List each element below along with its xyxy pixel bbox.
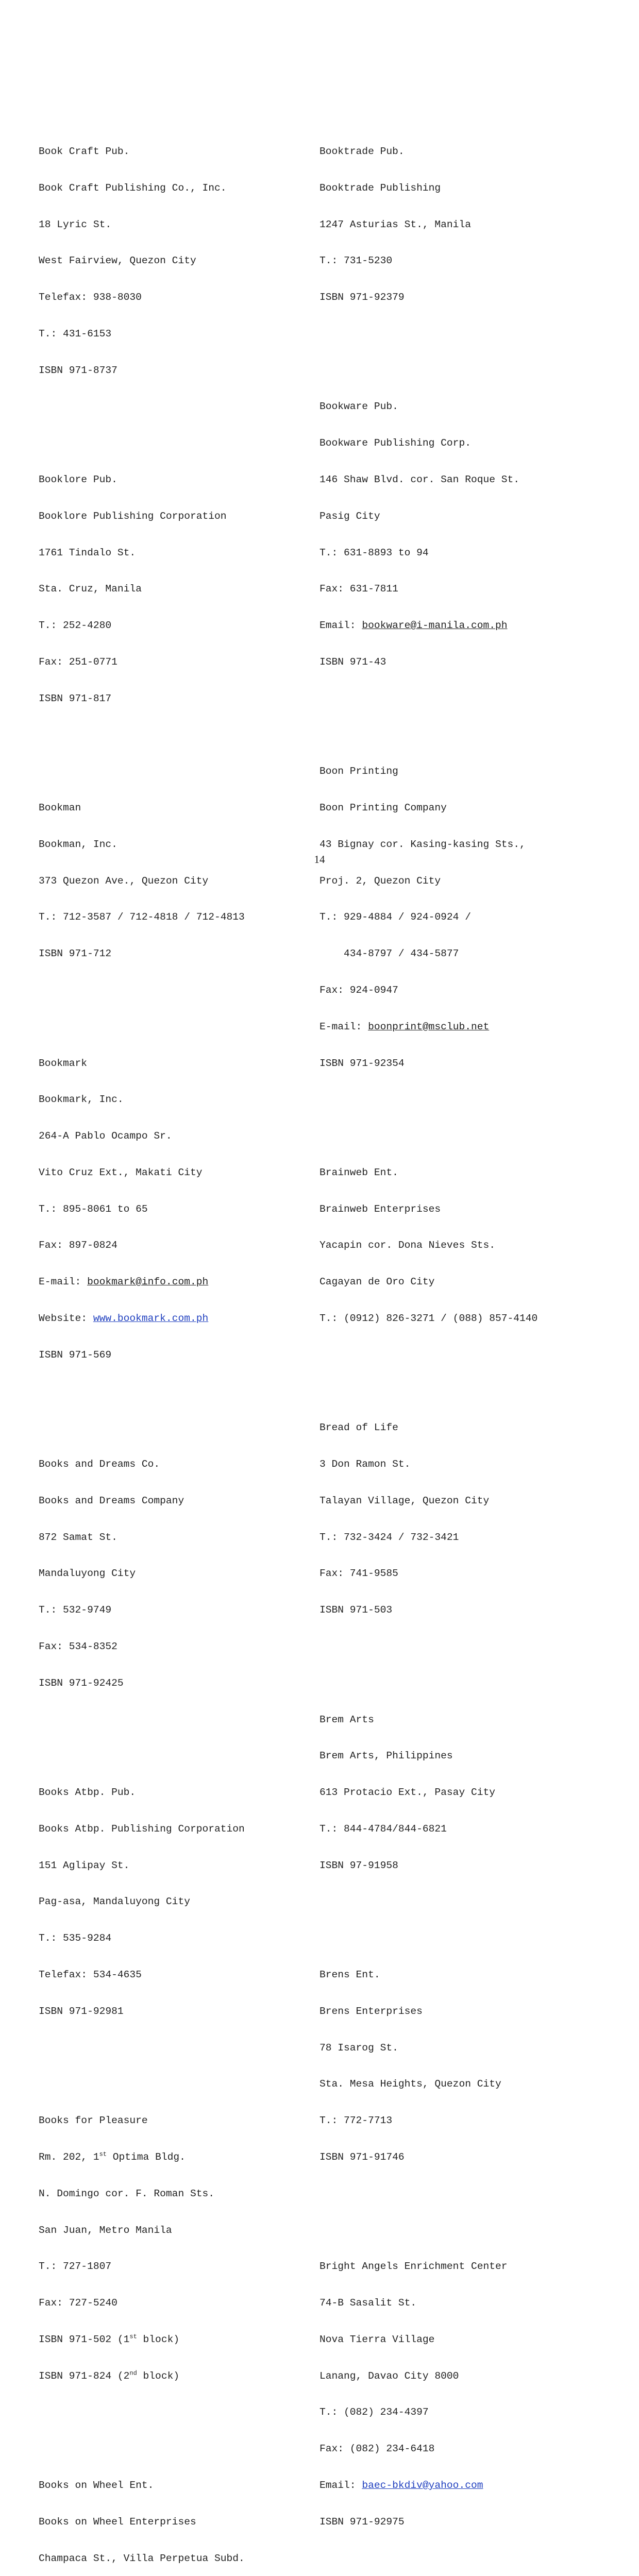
- entry-line: Boon Printing: [320, 766, 398, 777]
- publisher-entry: [320, 1398, 608, 1641]
- website-label: Website:: [39, 1312, 93, 1324]
- ordinal-suffix: nd: [129, 2369, 137, 2377]
- entry-line: 146 Shaw Blvd. cor. San Roque St.: [320, 474, 520, 485]
- building-text: Rm. 202, 1: [39, 2151, 99, 2163]
- entry-line: Brens Ent.: [320, 1969, 380, 1981]
- entry-line: Brem Arts, Philippines: [320, 1750, 453, 1762]
- email-line: [320, 620, 608, 632]
- entry-line: Lanang, Davao City 8000: [320, 2370, 459, 2382]
- entry-line: Books on Wheel Ent.: [39, 2479, 154, 2491]
- entry-line: Champaca St., Villa Perpetua Subd.: [39, 2552, 245, 2564]
- entry-line: 613 Protacio Ext., Pasay City: [320, 1787, 495, 1799]
- entry-line: Vito Cruz Ext., Makati City: [39, 1166, 203, 1178]
- publisher-entry: [39, 2091, 307, 2406]
- entry-line: Bookware Publishing Corp.: [320, 437, 471, 449]
- email-link[interactable]: baec-bkdiv@yahoo.com: [362, 2479, 483, 2491]
- entry-line: Books on Wheel Enterprises: [39, 2516, 196, 2528]
- entry-line: Brainweb Enterprises: [320, 1203, 441, 1215]
- entry-line: ISBN 971-817: [39, 692, 112, 704]
- publisher-entry: [320, 1689, 608, 1896]
- entry-line: Fax: 727-5240: [39, 2297, 117, 2309]
- entry-line: Nova Tierra Village: [320, 2333, 435, 2345]
- email-label: Email:: [320, 2479, 362, 2491]
- publisher-entry: [320, 2236, 608, 2552]
- entry-line: Book Craft Pub.: [39, 145, 130, 157]
- entry-line: Booklore Pub.: [39, 474, 117, 485]
- building-line: [39, 2151, 307, 2164]
- entry-line: Sta. Mesa Heights, Quezon City: [320, 2078, 501, 2090]
- entry-line: T.: 732-3424 / 732-3421: [320, 1531, 459, 1543]
- entry-line: 151 Aglipay St.: [39, 1859, 130, 1871]
- entry-line: Books for Pleasure: [39, 2115, 148, 2127]
- publisher-entry: [39, 778, 307, 985]
- entry-line: T.: (082) 234-4397: [320, 2406, 429, 2418]
- entry-line: T.: 772-7713: [320, 2115, 393, 2127]
- entry-line: Brainweb Ent.: [320, 1166, 398, 1178]
- entry-line: Bread of Life: [320, 1422, 398, 1434]
- entry-line: 3 Don Ramon St.: [320, 1459, 411, 1470]
- entry-line: Booktrade Publishing: [320, 182, 441, 194]
- isbn-text: block): [137, 2333, 180, 2345]
- entry-line: 1761 Tindalo St.: [39, 547, 136, 558]
- email-line: [320, 1021, 608, 1033]
- publisher-entry: [320, 1143, 608, 1349]
- entry-line: Bright Angels Enrichment Center: [320, 2261, 508, 2273]
- entry-line: ISBN 971-92425: [39, 1677, 124, 1689]
- entry-line: Fax: 631-7811: [320, 583, 398, 595]
- email-link[interactable]: bookware@i-manila.com.ph: [362, 620, 508, 632]
- entry-line: Books and Dreams Company: [39, 1495, 184, 1506]
- ordinal-suffix: st: [99, 2150, 107, 2158]
- entry-line: 373 Quezon Ave., Quezon City: [39, 875, 209, 887]
- entry-line: T.: 727-1807: [39, 2261, 112, 2273]
- entry-line: ISBN 971-712: [39, 948, 112, 960]
- entry-line: T.: 731-5230: [320, 255, 393, 267]
- entry-line: 872 Samat St.: [39, 1531, 117, 1543]
- entry-line: ISBN 971-569: [39, 1349, 112, 1361]
- entry-line: Fax: 741-9585: [320, 1568, 398, 1580]
- entry-line: Mandaluyong City: [39, 1568, 136, 1580]
- entry-line: San Juan, Metro Manila: [39, 2224, 172, 2236]
- right-column: [320, 85, 608, 2576]
- entry-line: Bookmark, Inc.: [39, 1094, 124, 1106]
- entry-line: Fax: 924-0947: [320, 984, 398, 996]
- entry-line: ISBN 971-92975: [320, 2516, 405, 2528]
- entry-line: T.: 895-8061 to 65: [39, 1203, 148, 1215]
- email-link[interactable]: bookmark@info.com.ph: [87, 1276, 209, 1288]
- publisher-entry: [39, 1033, 307, 1385]
- entry-line: Books Atbp. Pub.: [39, 1787, 136, 1799]
- isbn-text: block): [137, 2370, 180, 2382]
- entry-line: Fax: 534-8352: [39, 1641, 117, 1652]
- entry-line: Fax: 251-0771: [39, 656, 117, 668]
- entry-line: Talayan Village, Quezon City: [320, 1495, 490, 1506]
- email-label: E-mail:: [320, 1021, 368, 1032]
- entry-line: Bookman, Inc.: [39, 838, 117, 850]
- publisher-entry: [39, 2455, 307, 2576]
- left-column: [39, 85, 307, 2576]
- entry-line: Yacapin cor. Dona Nieves Sts.: [320, 1240, 495, 1251]
- entry-line: Brens Enterprises: [320, 2005, 423, 2017]
- entry-line: Booklore Publishing Corporation: [39, 510, 227, 522]
- publisher-entry: [320, 741, 608, 1094]
- isbn-text: ISBN 971-824 (2: [39, 2370, 130, 2382]
- entry-line: Sta. Cruz, Manila: [39, 583, 142, 595]
- publisher-entry: [39, 122, 307, 401]
- entry-line: T.: 532-9749: [39, 1604, 112, 1616]
- entry-line: ISBN 971-91746: [320, 2151, 405, 2163]
- page-number: 14: [314, 853, 325, 866]
- website-line: [39, 1313, 307, 1325]
- entry-line: T.: 844-4784/844-6821: [320, 1823, 447, 1835]
- entry-line: Bookmark: [39, 1057, 88, 1069]
- isbn-line: [39, 2370, 307, 2383]
- publisher-entry: [39, 1762, 307, 2042]
- entry-line: Cagayan de Oro City: [320, 1276, 435, 1288]
- entry-line: 434-8797 / 434-5877: [320, 948, 459, 960]
- publisher-entry: [320, 377, 608, 692]
- entry-line: T.: (0912) 826-3271 / (088) 857-4140: [320, 1312, 538, 1324]
- email-link[interactable]: boonprint@msclub.net: [368, 1021, 490, 1032]
- entry-line: Brem Arts: [320, 1714, 374, 1725]
- publisher-entry: [39, 450, 307, 730]
- email-label: Email:: [320, 620, 362, 632]
- publisher-entry: [39, 1434, 307, 1714]
- entry-line: Fax: 897-0824: [39, 1240, 117, 1251]
- entry-line: Telefax: 534-4635: [39, 1969, 142, 1981]
- email-line: [39, 1276, 307, 1289]
- entry-line: ISBN 971-43: [320, 656, 386, 668]
- entry-line: ISBN 971-92354: [320, 1057, 405, 1069]
- building-text: Optima Bldg.: [107, 2151, 186, 2163]
- entry-line: T.: 929-4884 / 924-0924 /: [320, 911, 471, 923]
- entry-line: 43 Bignay cor. Kasing-kasing Sts.,: [320, 838, 526, 850]
- entry-line: 264-A Pablo Ocampo Sr.: [39, 1130, 172, 1142]
- entry-line: T.: 712-3587 / 712-4818 / 712-4813: [39, 911, 245, 923]
- entry-line: West Fairview, Quezon City: [39, 255, 196, 267]
- entry-line: Bookware Pub.: [320, 401, 398, 413]
- entry-line: 74-B Sasalit St.: [320, 2297, 417, 2309]
- entry-line: ISBN 971-92981: [39, 2005, 124, 2017]
- entry-line: Book Craft Publishing Co., Inc.: [39, 182, 227, 194]
- isbn-text: ISBN 971-502 (1: [39, 2333, 130, 2345]
- entry-line: 18 Lyric St.: [39, 218, 112, 230]
- entry-line: Books and Dreams Co.: [39, 1459, 160, 1470]
- entry-line: T.: 252-4280: [39, 620, 112, 632]
- entry-line: T.: 535-9284: [39, 1933, 112, 1944]
- entry-line: Telefax: 938-8030: [39, 292, 142, 303]
- entry-line: 1247 Asturias St., Manila: [320, 218, 471, 230]
- entry-line: T.: 631-8893 to 94: [320, 547, 429, 558]
- entry-line: Books Atbp. Publishing Corporation: [39, 1823, 245, 1835]
- website-link[interactable]: www.bookmark.com.ph: [93, 1312, 209, 1324]
- entry-line: ISBN 971-503: [320, 1604, 393, 1616]
- entry-line: Proj. 2, Quezon City: [320, 875, 441, 887]
- entry-line: Fax: (082) 234-6418: [320, 2443, 435, 2455]
- email-label: E-mail:: [39, 1276, 88, 1288]
- entry-line: Pasig City: [320, 510, 380, 522]
- entry-line: 78 Isarog St.: [320, 2042, 398, 2054]
- publisher-entry: [320, 122, 608, 328]
- entry-line: Booktrade Pub.: [320, 145, 405, 157]
- ordinal-suffix: st: [129, 2333, 137, 2341]
- email-line: [320, 2480, 608, 2492]
- entry-line: Pag-asa, Mandaluyong City: [39, 1896, 190, 1908]
- isbn-line: [39, 2334, 307, 2346]
- entry-line: Boon Printing Company: [320, 802, 447, 814]
- entry-line: ISBN 971-8737: [39, 364, 117, 376]
- entry-line: N. Domingo cor. F. Roman Sts.: [39, 2188, 214, 2199]
- entry-line: ISBN 971-92379: [320, 292, 405, 303]
- publisher-entry: [320, 1945, 608, 2188]
- entry-line: Bookman: [39, 802, 81, 814]
- entry-line: ISBN 97-91958: [320, 1859, 398, 1871]
- entry-line: T.: 431-6153: [39, 328, 112, 340]
